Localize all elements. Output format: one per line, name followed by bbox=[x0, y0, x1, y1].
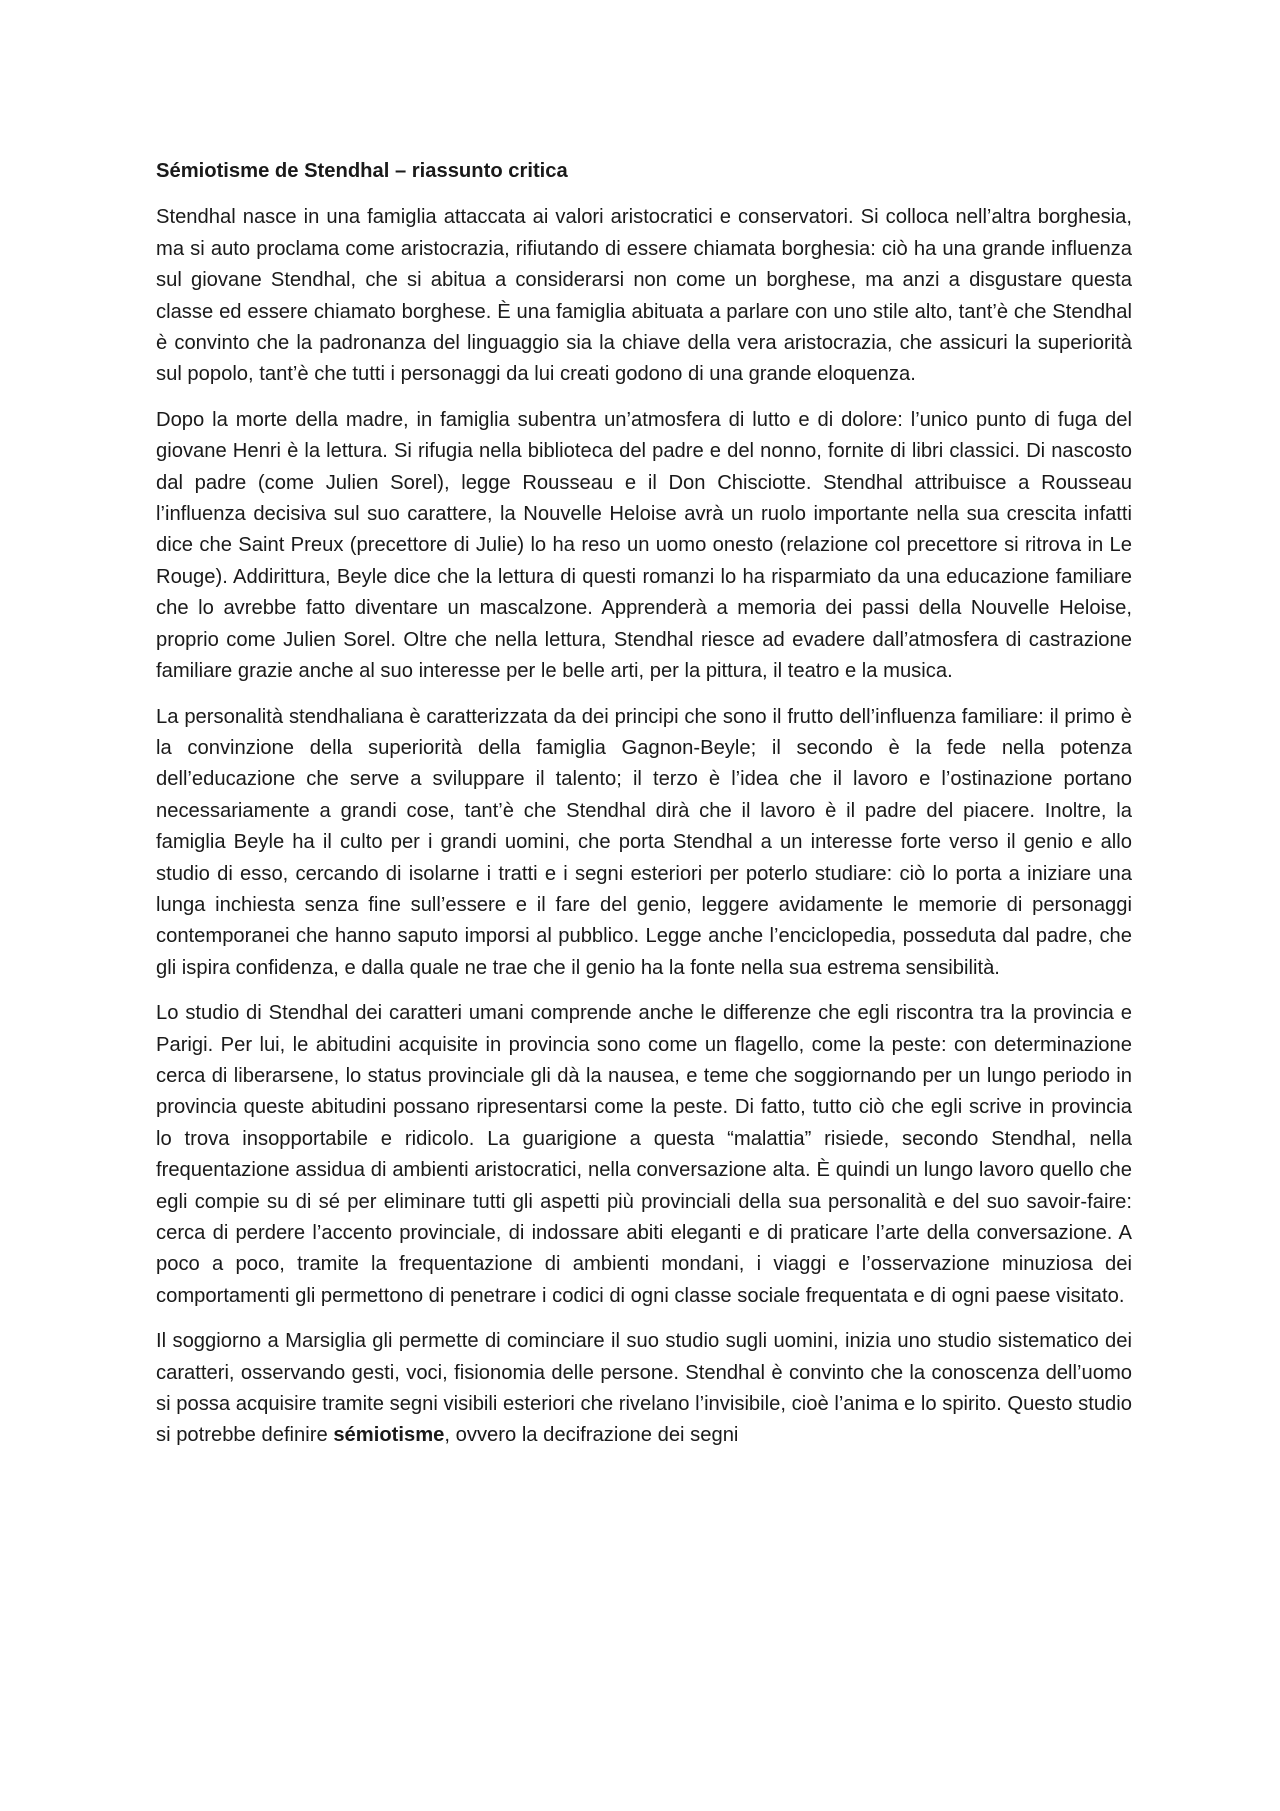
emphasized-term: sémiotisme bbox=[333, 1424, 445, 1447]
document-title: Sémiotisme de Stendhal – riassunto critica bbox=[156, 160, 568, 182]
paragraph-marseille-study bbox=[156, 1326, 1132, 1452]
paragraph-reading-refuge: Dopo la morte della madre, in famiglia subentra un’atmosfera di lutto e di dolore: l’unico punto di fuga del giovane Henri è la lettura. Si rifugia nella biblioteca del padre e del nonno, fornite di libri classici. Di nascosto dal padre (come Julien Sorel), legge Rousseau e il Don Chisciotte. Stendhal attribuisce a Rousseau l’influenza decisiva sul suo carattere, la Nouvelle Heloise avrà un ruolo importante nella sua crescita infatti dice che Saint Preux (precettore di Julie) lo ha reso un uomo onesto (relazione col precettore si ritrova in Le Rouge). Addirittura, Beyle dice che la lettura di questi romanzi lo ha risparmiato da una educazione familiare che lo avrebbe fatto diventare un mascalzone. Apprenderà a memoria dei passi della Nouvelle Heloise, proprio come Julien Sorel. Oltre che nella lettura, Stendhal riesce ad evadere dall’atmosfera di castrazione familiare grazie anche al suo interesse per le belle arti, per la pittura, il teatro e la musica. bbox=[156, 408, 1132, 683]
paragraph-personality-principles: La personalità stendhaliana è caratterizzata da dei principi che sono il frutto dell’influenza familiare: il primo è la convinzione della superiorità della famiglia Gagnon-Beyle; il secondo è la fede nella potenza dell’educazione che serve a sviluppare il talento; il terzo è l’idea che il lavoro e l’ostinazione portano necessariamente a grandi cose, tant’è che Stendhal dirà che il lavoro è il padre del piacere. Inoltre, la famiglia Beyle ha il culto per i grandi uomini, che porta Stendhal a un interesse forte verso il genio e allo studio di esso, cercando di isolarne i tratti e i segni esteriori per poterlo studiare: ciò lo porta a iniziare una lunga inchiesta senza fine sull’essere e il fare del genio, leggere avidamente le memorie di personaggi contemporanei che hanno saputo imporsi al pubblico. Legge anche l’enciclopedia, posseduta dal padre, che gli ispira confidenza, e dalla quale ne trae che il genio ha la fonte nella sua estrema sensibilità. bbox=[156, 705, 1132, 979]
paragraph-text-before: Il soggiorno a Marsiglia gli permette di cominciare il suo studio sugli uomini, inizia uno studio sistematico dei caratteri, osservando gesti, voci, fisionomia delle persone. Stendhal è convinto che la conoscenza dell’uomo si possa acquisire tramite segni visibili esteriori che rivelano l’invisibile, cioè l’anima e lo spirito. Questo studio si potrebbe definire bbox=[156, 1330, 1132, 1447]
paragraph-family-background: Stendhal nasce in una famiglia attaccata ai valori aristocratici e conservatori. Si colloca nell’altra borghesia, ma si auto proclama come aristocrazia, rifiutando di essere chiamata borghesia: ciò ha una grande influenza sul giovane Stendhal, che si abitua a considerarsi non come un borghese, ma anzi a disgustare questa classe ed essere chiamato borghese. È una famiglia abituata a parlare con uno stile alto, tant’è che Stendhal è convinto che la padronanza del linguaggio sia la chiave della vera aristocrazia, che assicuri la superiorità sul popolo, tant’è che tutti i personaggi da lui creati godono di una grande eloquenza. bbox=[156, 206, 1132, 386]
paragraph-text-after: , ovvero la decifrazione dei segni bbox=[444, 1424, 739, 1447]
document-body bbox=[156, 156, 1132, 1452]
paragraph-province-paris: Lo studio di Stendhal dei caratteri umani comprende anche le differenze che egli riscontra tra la provincia e Parigi. Per lui, le abitudini acquisite in provincia sono come un flagello, come la peste: con determinazione cerca di liberarsene, lo status provinciale gli dà la nausea, e teme che soggiornando per un lungo periodo in provincia queste abitudini possano ripresentarsi come la peste. Di fatto, tutto ciò che egli scrive in provincia lo trova insopportabile e ridicolo. La guarigione a questa “malattia” risiede, secondo Stendhal, nella frequentazione assidua di ambienti aristocratici, nella conversazione alta. È quindi un lungo lavoro quello che egli compie su di sé per eliminare tutti gli aspetti più provinciali della sua personalità e del suo savoir-faire: cerca di perdere l’accento provinciale, di indossare abiti eleganti e di praticare l’arte della conversazione. A poco a poco, tramite la frequentazione di ambienti mondani, i viaggi e l’osservazione minuziosa dei comportamenti gli permettono di penetrare i codici di ogni classe sociale frequentata e di ogni paese visitato. bbox=[156, 1002, 1132, 1307]
